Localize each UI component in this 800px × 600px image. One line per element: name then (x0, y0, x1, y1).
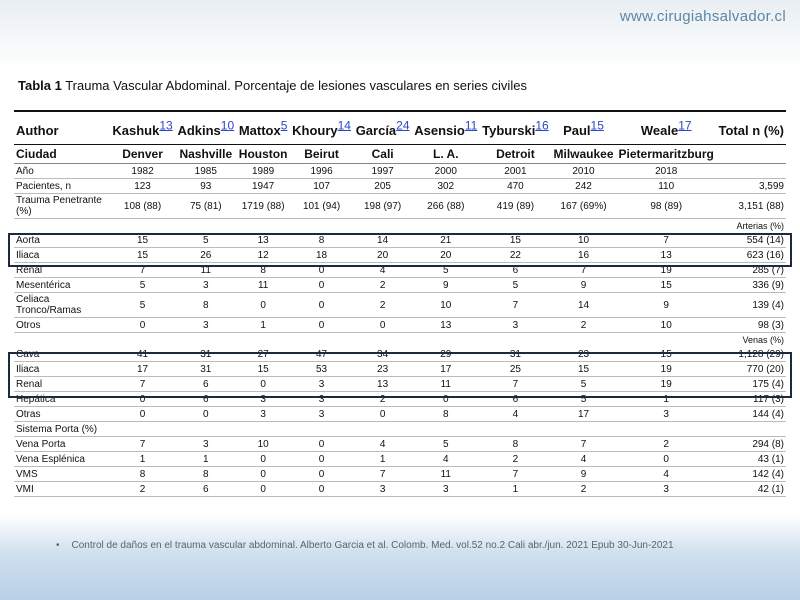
veins-section (14, 333, 786, 348)
table-row (14, 194, 786, 219)
author-8 (616, 111, 717, 145)
cell-value: 6 (175, 482, 236, 497)
cell-value: 1 (480, 482, 551, 497)
table-row (14, 362, 786, 377)
cell-value: 17 (551, 407, 616, 422)
cell-value: 3 (290, 407, 354, 422)
cell-total: 3,599 (717, 179, 786, 194)
reference-link[interactable]: 24 (396, 118, 410, 133)
table-row (14, 233, 786, 248)
cell-value: 2000 (412, 164, 480, 179)
row-label: Renal (14, 377, 110, 392)
row-label: Hepática (14, 392, 110, 407)
cell-value: 1 (110, 452, 175, 467)
author-name: Adkins (177, 122, 221, 138)
row-label: VMI (14, 482, 110, 497)
cell-value: 3 (237, 392, 290, 407)
cell-value: 29 (412, 347, 480, 362)
cell-value: 0 (237, 452, 290, 467)
cell-value: 8 (412, 407, 480, 422)
cell-value: 8 (175, 293, 236, 318)
row-label: Renal (14, 263, 110, 278)
cell-total: 336 (9) (717, 278, 786, 293)
cell-value: 19 (616, 362, 717, 377)
city-4: Cali (353, 145, 412, 164)
cell-value: 6 (175, 392, 236, 407)
cell-value: 53 (290, 362, 354, 377)
cell-value: 108 (88) (110, 194, 175, 219)
cell-value: 20 (353, 248, 412, 263)
author-0 (110, 111, 175, 145)
cell-value: 123 (110, 179, 175, 194)
author-name: Asensio (414, 122, 465, 138)
cell-total: 554 (14) (717, 233, 786, 248)
cell-value: 0 (616, 452, 717, 467)
cell-total: 142 (4) (717, 467, 786, 482)
veins-section-label: Venas (%) (742, 334, 784, 345)
cell-value: 11 (412, 377, 480, 392)
footnote-bullet: • (56, 540, 60, 551)
row-label: Trauma Penetrante (%) (14, 194, 110, 219)
reference-link[interactable]: 10 (220, 118, 235, 133)
table-row (14, 164, 786, 179)
city-0: Denver (110, 145, 175, 164)
table-row (14, 318, 786, 333)
cell-total: 139 (4) (717, 293, 786, 318)
reference-link[interactable]: 13 (159, 118, 173, 133)
cell-value: 7 (480, 377, 551, 392)
cell-value: 26 (175, 248, 236, 263)
cell-value: 9 (551, 278, 616, 293)
cell-value: 2 (110, 482, 175, 497)
cell-value: 5 (551, 377, 616, 392)
cell-value: 15 (616, 278, 717, 293)
cell-value: 22 (480, 248, 551, 263)
city-total-blank (717, 145, 786, 164)
author-4 (353, 111, 412, 145)
cell-total: 3,151 (88) (717, 194, 786, 219)
row-label: Celiaca Tronco/Ramas (14, 293, 110, 318)
cell-value: 3 (616, 482, 717, 497)
cell-value: 10 (551, 233, 616, 248)
author-name: Kashuk (112, 122, 160, 138)
author-name: Tyburski (482, 122, 536, 138)
cell-value: 7 (551, 263, 616, 278)
cell-value: 0 (353, 318, 412, 333)
cell-value: 75 (81) (175, 194, 236, 219)
cell-value: 7 (480, 293, 551, 318)
cell-value: 14 (551, 293, 616, 318)
city-7: Milwaukee (551, 145, 616, 164)
cell-total: 175 (4) (717, 377, 786, 392)
table-row (14, 293, 786, 318)
row-label: Año (14, 164, 110, 179)
cell-total: 770 (20) (717, 362, 786, 377)
cell-value: 2 (353, 392, 412, 407)
author-name: Weale (640, 122, 679, 138)
cell-value: 19 (616, 263, 717, 278)
cell-value: 1 (616, 392, 717, 407)
cell-value: 198 (97) (353, 194, 412, 219)
cell-value: 1 (353, 452, 412, 467)
cell-value: 0 (290, 293, 354, 318)
reference-link[interactable]: 11 (464, 118, 478, 133)
cell-value: 11 (237, 278, 290, 293)
cell-value: 0 (290, 452, 354, 467)
cell-value: 15 (110, 248, 175, 263)
cell-total: 285 (7) (717, 263, 786, 278)
cell-value: 8 (110, 467, 175, 482)
author-3 (290, 111, 354, 145)
cell-value: 4 (353, 437, 412, 452)
cell-value: 0 (237, 293, 290, 318)
cell-value: 0 (110, 392, 175, 407)
total-label: Total n (%) (717, 111, 786, 145)
author-name: García (355, 122, 397, 138)
row-label: Otras (14, 407, 110, 422)
author-7 (551, 111, 616, 145)
vascular-trauma-table (14, 110, 786, 497)
city-5: L. A. (412, 145, 480, 164)
cell-value: 1 (237, 318, 290, 333)
cell-value: 12 (237, 248, 290, 263)
cell-value: 5 (480, 278, 551, 293)
cell-value: 7 (353, 467, 412, 482)
table-row (14, 278, 786, 293)
cell-value: 31 (480, 347, 551, 362)
cell-value: 15 (616, 347, 717, 362)
reference-link[interactable]: 5 (280, 118, 288, 133)
cell-value: 2 (616, 437, 717, 452)
row-label: Otros (14, 318, 110, 333)
cell-value: 7 (480, 467, 551, 482)
cell-total: 117 (3) (717, 392, 786, 407)
table-row (14, 437, 786, 452)
cell-value: 2 (551, 318, 616, 333)
cell-value: 11 (175, 263, 236, 278)
cell-value: 11 (412, 467, 480, 482)
cell-value: 242 (551, 179, 616, 194)
cell-value: 3 (290, 392, 354, 407)
cell-value: 7 (616, 233, 717, 248)
cell-value: 8 (480, 437, 551, 452)
cell-value: 167 (69%) (551, 194, 616, 219)
cell-value: 1985 (175, 164, 236, 179)
cell-value: 5 (110, 293, 175, 318)
city-header-row (14, 145, 786, 164)
table-row (14, 452, 786, 467)
cell-value: 2001 (480, 164, 551, 179)
cell-value: 3 (175, 318, 236, 333)
cell-value: 2010 (551, 164, 616, 179)
cell-value: 8 (237, 263, 290, 278)
cell-value: 6 (175, 377, 236, 392)
cell-value: 6 (480, 263, 551, 278)
cell-value: 15 (110, 233, 175, 248)
cell-value: 8 (175, 467, 236, 482)
cell-value: 10 (616, 318, 717, 333)
cell-total (717, 164, 786, 179)
author-2 (237, 111, 290, 145)
cell-value: 1996 (290, 164, 354, 179)
cell-value: 7 (551, 437, 616, 452)
cell-value: 3 (353, 482, 412, 497)
cell-value: 41 (110, 347, 175, 362)
cell-total: 623 (16) (717, 248, 786, 263)
cell-value: 1719 (88) (237, 194, 290, 219)
cell-total: 42 (1) (717, 482, 786, 497)
author-6 (480, 111, 551, 145)
cell-value: 3 (480, 318, 551, 333)
reference-link[interactable]: 14 (337, 118, 351, 133)
cell-value: 5 (175, 233, 236, 248)
cell-value: 0 (110, 407, 175, 422)
cell-value: 4 (551, 452, 616, 467)
cell-value: 0 (290, 318, 354, 333)
cell-value: 0 (290, 482, 354, 497)
author-name: Khoury (292, 122, 338, 138)
reference-link[interactable]: 16 (535, 118, 549, 133)
cell-value: 13 (237, 233, 290, 248)
cell-value: 0 (237, 482, 290, 497)
cell-value: 2 (353, 278, 412, 293)
cell-value: 0 (237, 467, 290, 482)
cell-value: 15 (551, 362, 616, 377)
cell-value: 0 (412, 392, 480, 407)
cell-value: 110 (616, 179, 717, 194)
reference-link[interactable]: 17 (678, 118, 692, 133)
cell-value: 13 (353, 377, 412, 392)
cell-value: 4 (616, 467, 717, 482)
cell-value: 2018 (616, 164, 717, 179)
table-title-text: Trauma Vascular Abdominal. Porcentaje de lesiones vasculares en series civiles (61, 78, 527, 93)
author-1 (175, 111, 236, 145)
cell-value: 5 (412, 263, 480, 278)
cell-value: 9 (551, 467, 616, 482)
cell-value: 20 (412, 248, 480, 263)
city-1: Nashville (175, 145, 236, 164)
arteries-section-label: Arterias (%) (736, 220, 784, 231)
row-label: Mesentérica (14, 278, 110, 293)
author-label: Author (14, 111, 110, 145)
portal-system-section-label: Sistema Porta (%) (14, 422, 786, 437)
table-row (14, 392, 786, 407)
cell-value: 16 (551, 248, 616, 263)
cell-value: 23 (551, 347, 616, 362)
cell-value: 23 (353, 362, 412, 377)
cell-value: 107 (290, 179, 354, 194)
cell-value: 4 (412, 452, 480, 467)
cell-total: 1,128 (29) (717, 347, 786, 362)
cell-value: 1982 (110, 164, 175, 179)
city-2: Houston (237, 145, 290, 164)
cell-value: 1997 (353, 164, 412, 179)
cell-value: 15 (480, 233, 551, 248)
author-5 (412, 111, 480, 145)
cell-value: 98 (89) (616, 194, 717, 219)
row-label: Iliaca (14, 362, 110, 377)
cell-value: 25 (480, 362, 551, 377)
row-label: Aorta (14, 233, 110, 248)
cell-value: 2 (480, 452, 551, 467)
cell-value: 21 (412, 233, 480, 248)
cell-value: 1989 (237, 164, 290, 179)
cell-value: 3 (412, 482, 480, 497)
cell-value: 5 (551, 392, 616, 407)
cell-value: 17 (110, 362, 175, 377)
table-row (14, 377, 786, 392)
cell-value: 19 (616, 377, 717, 392)
cell-value: 7 (110, 263, 175, 278)
portal-system-section (14, 422, 786, 437)
row-label: Iliaca (14, 248, 110, 263)
footer-background (0, 515, 800, 600)
cell-value: 3 (237, 407, 290, 422)
cell-value: 27 (237, 347, 290, 362)
cell-value: 266 (88) (412, 194, 480, 219)
cell-value: 205 (353, 179, 412, 194)
cell-value: 101 (94) (290, 194, 354, 219)
table-row (14, 179, 786, 194)
row-label: Vena Porta (14, 437, 110, 452)
cell-value: 0 (175, 407, 236, 422)
cell-total: 144 (4) (717, 407, 786, 422)
city-8: Pietermaritzburg (616, 145, 717, 164)
cell-value: 0 (290, 467, 354, 482)
table-row (14, 347, 786, 362)
cell-value: 1947 (237, 179, 290, 194)
cell-value: 4 (480, 407, 551, 422)
cell-value: 7 (110, 377, 175, 392)
table-row (14, 482, 786, 497)
cell-value: 9 (412, 278, 480, 293)
cell-value: 0 (110, 318, 175, 333)
cell-value: 0 (290, 437, 354, 452)
city-6: Detroit (480, 145, 551, 164)
cell-value: 17 (412, 362, 480, 377)
cell-value: 47 (290, 347, 354, 362)
cell-value: 15 (237, 362, 290, 377)
cell-value: 8 (290, 233, 354, 248)
cell-value: 1 (175, 452, 236, 467)
cell-value: 31 (175, 362, 236, 377)
cell-value: 419 (89) (480, 194, 551, 219)
cell-value: 10 (412, 293, 480, 318)
table-row (14, 263, 786, 278)
cell-value: 2 (353, 293, 412, 318)
table-title (18, 78, 527, 93)
author-name: Mattox (238, 122, 281, 138)
table-row (14, 407, 786, 422)
cell-value: 6 (480, 392, 551, 407)
cell-value: 7 (110, 437, 175, 452)
table-row (14, 248, 786, 263)
cell-value: 3 (175, 437, 236, 452)
footnote-text: Control de daños en el trauma vascular abdominal. Alberto Garcia et al. Colomb. Med. vol.52 no.2 Cali abr./jun. 2021 Epub 30-Jun-2021 (71, 540, 674, 551)
cell-value: 18 (290, 248, 354, 263)
table-title-number: Tabla 1 (18, 78, 62, 93)
city-label: Ciudad (14, 145, 110, 164)
cell-value: 9 (616, 293, 717, 318)
cell-total: 43 (1) (717, 452, 786, 467)
cell-value: 0 (290, 278, 354, 293)
row-label: Cava (14, 347, 110, 362)
arteries-section (14, 219, 786, 234)
row-label: VMS (14, 467, 110, 482)
site-url: www.cirugiahsalvador.cl (619, 8, 786, 25)
cell-value: 0 (353, 407, 412, 422)
city-3: Beirut (290, 145, 354, 164)
author-header-row (14, 111, 786, 145)
cell-value: 34 (353, 347, 412, 362)
cell-value: 3 (290, 377, 354, 392)
cell-total: 294 (8) (717, 437, 786, 452)
author-name: Paul (563, 122, 591, 138)
row-label: Pacientes, n (14, 179, 110, 194)
cell-value: 470 (480, 179, 551, 194)
cell-value: 5 (110, 278, 175, 293)
cell-value: 2 (551, 482, 616, 497)
cell-value: 13 (412, 318, 480, 333)
cell-value: 10 (237, 437, 290, 452)
cell-value: 0 (290, 263, 354, 278)
cell-value: 93 (175, 179, 236, 194)
reference-link[interactable]: 15 (590, 118, 604, 133)
row-label: Vena Esplénica (14, 452, 110, 467)
table-row (14, 467, 786, 482)
cell-value: 0 (237, 377, 290, 392)
cell-value: 4 (353, 263, 412, 278)
cell-value: 13 (616, 248, 717, 263)
table-body (14, 164, 786, 497)
cell-value: 3 (175, 278, 236, 293)
cell-value: 14 (353, 233, 412, 248)
cell-value: 5 (412, 437, 480, 452)
cell-value: 3 (616, 407, 717, 422)
cell-total: 98 (3) (717, 318, 786, 333)
cell-value: 31 (175, 347, 236, 362)
footnote (56, 540, 674, 551)
cell-value: 302 (412, 179, 480, 194)
